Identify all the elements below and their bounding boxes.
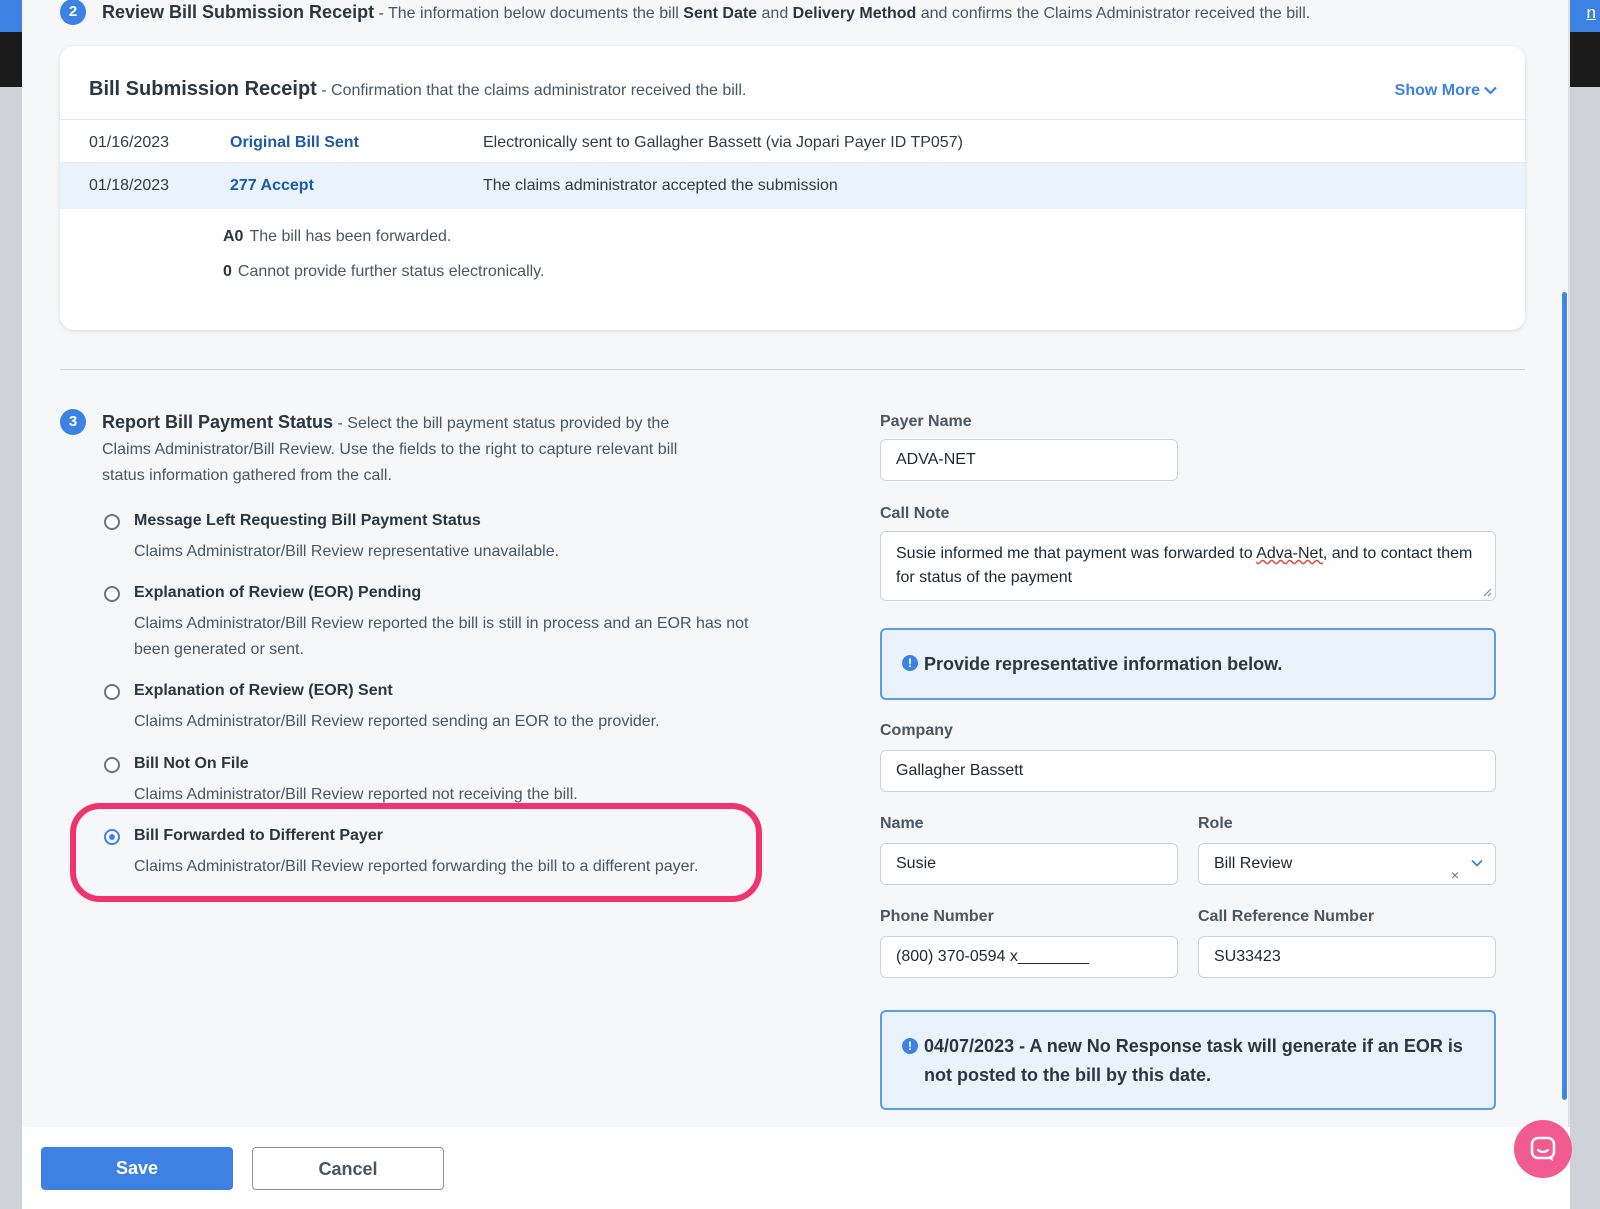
radio-description: Claims Administrator/Bill Review reported the bill is still in process and an EOR has not been generated or sent.	[134, 615, 749, 658]
radio-label: Explanation of Review (EOR) Sent	[134, 682, 393, 699]
phone-number-label: Phone Number	[880, 908, 994, 925]
info-icon: !	[902, 1038, 918, 1054]
background-app-header-right	[1570, 0, 1600, 32]
modal-footer	[22, 1127, 1570, 1209]
no-response-notice	[880, 1010, 1496, 1110]
chat-launcher-button[interactable]	[1514, 1120, 1572, 1178]
radio-button[interactable]	[104, 586, 120, 602]
scrollbar-track	[1568, 0, 1570, 1127]
save-button[interactable]: Save	[41, 1147, 233, 1190]
call-note-text-b: , and to contact them for status of the payment	[896, 545, 1473, 586]
step-2-heading	[102, 0, 1310, 27]
sent-date-term: Sent Date	[683, 5, 758, 22]
call-note-textarea[interactable]	[880, 531, 1496, 601]
show-more-button[interactable]	[1395, 82, 1497, 100]
no-response-notice-text: 04/07/2023 - A new No Response task will generate if an EOR is not posted to the bill by this date.	[924, 1036, 1463, 1085]
cancel-button[interactable]: Cancel	[252, 1147, 444, 1190]
role-selected-value: Bill Review	[1214, 855, 1293, 872]
radio-label: Bill Not On File	[134, 755, 249, 772]
step-2-title: Review Bill Submission Receipt	[102, 2, 375, 22]
radio-description: Claims Administrator/Bill Review reported not receiving the bill.	[134, 786, 578, 803]
section-divider	[60, 369, 1525, 370]
radio-button[interactable]	[104, 757, 120, 773]
scrollbar-thumb[interactable]	[1562, 292, 1567, 1100]
spellcheck-word: Adva-Net	[1256, 545, 1323, 562]
step-3-desc-line1: - Select the bill payment status provided by the	[333, 415, 670, 432]
radio-label: Explanation of Review (EOR) Pending	[134, 584, 422, 601]
phone-number-input[interactable]: (800) 370-0594 x________	[880, 936, 1178, 978]
bill-submission-receipt-card	[60, 46, 1525, 330]
modal-backdrop-left	[0, 87, 22, 1209]
radio-description: Claims Administrator/Bill Review representative unavailable.	[134, 543, 560, 560]
role-select[interactable]	[1198, 843, 1496, 885]
receipt-event-link[interactable]: 277 Accept	[230, 177, 314, 194]
receipt-row	[60, 162, 1525, 209]
radio-button[interactable]	[104, 514, 120, 530]
bill-status-modal	[22, 0, 1570, 1209]
receipt-description: The claims administrator accepted the submission	[483, 177, 838, 194]
status-code-line	[223, 228, 451, 246]
resize-grip-icon[interactable]	[1482, 587, 1492, 597]
clear-icon[interactable]: ×	[1450, 867, 1459, 883]
receipt-row	[60, 119, 1525, 166]
call-note-text-a: Susie informed me that payment was forwarded to	[896, 545, 1257, 562]
status-code-text: The bill has been forwarded.	[249, 228, 452, 245]
step-2-desc-a: - The information below documents the bill	[374, 5, 684, 22]
payer-name-input[interactable]: ADVA-NET	[880, 439, 1178, 481]
receipt-subtitle: - Confirmation that the claims administrator received the bill.	[316, 82, 747, 99]
modal-backdrop-right	[1570, 87, 1600, 1209]
step-2-desc-b: and	[757, 5, 793, 22]
delivery-method-term: Delivery Method	[792, 5, 917, 22]
info-icon: !	[902, 655, 918, 671]
radio-button[interactable]	[104, 684, 120, 700]
status-code-text: Cannot provide further status electronically.	[237, 263, 545, 280]
modal-scroll-area[interactable]	[22, 0, 1570, 1127]
payer-name-label: Payer Name	[880, 413, 972, 430]
receipt-date: 01/18/2023	[89, 177, 170, 194]
chevron-down-icon[interactable]	[1471, 859, 1483, 867]
step-2-desc-c: and confirms the Claims Administrator received the bill.	[916, 5, 1311, 22]
call-reference-label: Call Reference Number	[1198, 908, 1375, 925]
radio-description: Claims Administrator/Bill Review reported forwarding the bill to a different payer.	[134, 858, 699, 875]
call-note-label: Call Note	[880, 505, 950, 522]
chat-bubble-icon	[1530, 1136, 1556, 1162]
company-label: Company	[880, 722, 953, 739]
step-3-title: Report Bill Payment Status	[102, 412, 334, 432]
background-header-link[interactable]: n	[1586, 3, 1596, 22]
representative-info-callout	[880, 628, 1496, 700]
role-label: Role	[1198, 815, 1233, 832]
call-reference-input[interactable]: SU33423	[1198, 936, 1496, 978]
step-2-badge: 2	[60, 0, 86, 25]
step-3-heading	[102, 409, 742, 489]
step-3-badge: 3	[60, 409, 86, 435]
receipt-title: Bill Submission Receipt	[89, 78, 317, 100]
receipt-description: Electronically sent to Gallagher Bassett (via Jopari Payer ID TP057)	[483, 134, 963, 151]
receipt-heading	[89, 78, 746, 101]
step-3-desc-line3: status information gathered from the call.	[102, 467, 392, 484]
status-code-line	[223, 263, 544, 281]
name-input[interactable]: Susie	[880, 843, 1178, 885]
selected-option-highlight	[70, 803, 762, 902]
receipt-date: 01/16/2023	[89, 134, 170, 151]
representative-info-text: Provide representative information below.	[924, 654, 1283, 674]
radio-label: Bill Forwarded to Different Payer	[134, 827, 383, 844]
background-app-header-left	[0, 0, 22, 32]
radio-description: Claims Administrator/Bill Review reported sending an EOR to the provider.	[134, 713, 660, 730]
company-input[interactable]: Gallagher Bassett	[880, 750, 1496, 792]
name-label: Name	[880, 815, 924, 832]
chevron-down-icon	[1484, 86, 1497, 95]
step-3-desc-line2: Claims Administrator/Bill Review. Use the fields to the right to capture relevant bill	[102, 441, 678, 458]
background-app-nav-right	[1570, 32, 1600, 87]
status-code: 0	[223, 263, 232, 280]
background-app-nav-left	[0, 32, 22, 87]
status-code: A0	[223, 228, 244, 245]
receipt-event-link[interactable]: Original Bill Sent	[230, 134, 359, 151]
radio-label: Message Left Requesting Bill Payment Status	[134, 512, 481, 529]
show-more-label: Show More	[1394, 82, 1480, 99]
